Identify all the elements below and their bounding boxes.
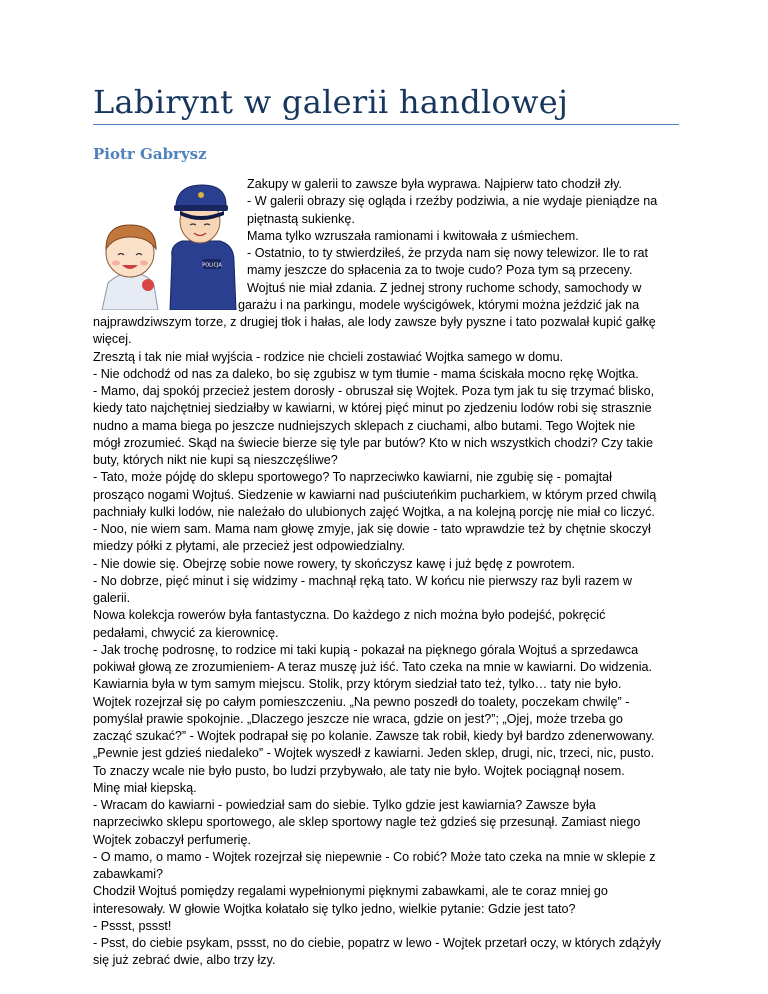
story-line: - Nie odchodź od nas za daleko, bo się zgubisz w tym tłumie - mama ściskała mocno rękę Wojtka. (93, 366, 639, 381)
story-line: mamy jeszcze do spłacenia za to twoje cudo? Poza tym są przeceny. (247, 263, 633, 278)
story-line: - Wracam do kawiarni - powiedział sam do siebie. Tylko gdzie jest kawiarnia? Zawsze była (93, 798, 596, 812)
story-line: - Nie dowie się. Obejrzę sobie nowe rowery, ty skończysz kawę i już będę z powrotem. (93, 556, 576, 571)
story-line: - Psst, do ciebie psykam, pssst, no do ciebie, popatrz w lewo - Wojtek przetarł oczy, w których zdążyły (93, 936, 661, 950)
story-line: Wojtek rozejrzał się po całym pomieszczeniu. „Na pewno poszedł do toalety, poczekam chwilę” - (93, 694, 630, 709)
story-line: buty, których nikt nie kupi są nieszczęśliwe? (93, 453, 338, 467)
document-title: Labirynt w galerii handlowej (93, 83, 569, 121)
story-line: interesowały. W głowie Wojtka kołatało się tylko jedno, wielkie pytanie: Gdzie jest tato? (93, 901, 576, 916)
story-line: Zresztą i tak nie miał wyjścia - rodzice nie chcieli zostawiać Wojtka samego w domu. (93, 349, 564, 364)
story-line: - O mamo, o mamo - Wojtek rozejrzał się niepewnie - Co robić? Może tato czeka na mnie w sklepie z (93, 849, 656, 864)
story-line: „Pewnie jest gdzieś niedaleko” - Wojtek wyszedł z kawiarni. Jeden sklep, drugi, nic, trzeci, nic, pusto. (93, 746, 655, 761)
author-name: Piotr Gabrysz (93, 145, 207, 163)
story-line: galerii. (93, 591, 131, 605)
story-line: Kawiarnia była w tym samym miejscu. Stolik, przy którym siedział tato też, tylko… taty nie było. (93, 677, 622, 692)
story-line: więcej. (93, 332, 132, 347)
story-line: pachniały kulki lodów, nie należało do ulubionych zajęć Wojtka, a na kolejną porcję nie miał co liczyć. (93, 504, 655, 519)
story-line: piętnastą sukienkę. (247, 211, 355, 226)
story-line: Minę miał kiepską. (93, 780, 197, 795)
story-line: - Pssst, pssst! (93, 918, 172, 933)
story-text (93, 176, 679, 970)
story-line: - Ostatnio, to ty stwierdziłeś, że przyda nam się nowy telewizor. Ile to rat (247, 246, 649, 260)
story-line: pokiwał głową ze zrozumieniem- A teraz muszę już iść. Tato czeka na mnie w kawiarni. Do widzenia. (93, 660, 653, 674)
badge-text: POLICJA (202, 262, 222, 269)
story-line: zabawkami? (93, 867, 163, 881)
story-line: garażu i na parkingu, modele wyścigówek, którymi można jeździć jak na (238, 297, 640, 312)
story-line: pedałami, chwycić za kierownicę. (93, 625, 279, 640)
story-line: najprawdziwszym torze, z drugiej tłok i hałas, ale lody zawsze były pyszne i tato pozwalał kupić gałkę (93, 315, 656, 329)
story-line: - Jak trochę podrosnę, to rodzice mi taki kupią - pokazał na pięknego górala Wojtuś a sprzedawca (93, 642, 639, 657)
story-line: - Mamo, daj spokój przecież jestem dorosły - obruszał się Wojtek. Poza tym jak tu się trzymać blisko, (93, 384, 655, 398)
story-line: mógł zrozumieć. Skąd na świecie bierze się tyle par butów? Kto w nich wszystkich chodzi? Czy takie (93, 435, 653, 450)
story-line: - No dobrze, pięć minut i się widzimy - machnął ręką tato. W końcu nie pierwszy raz byli razem w (93, 573, 632, 588)
story-line: Chodził Wojtuś pomiędzy regalami wypełnionymi pięknymi zabawkami, ale te coraz mniej go (93, 884, 608, 899)
story-line: - Tato, może pójdę do sklepu sportowego? To naprzeciwko kawiarni, nie zgubię się - pomajtał (93, 470, 612, 485)
story-line: - Noo, nie wiem sam. Mama nam głowę zmyje, jak się dowie - tato wprawdzie też by chętnie skoczył (93, 522, 651, 536)
story-line: Wojtek zobaczył perfumerię. (93, 832, 251, 847)
story-line: Nowa kolekcja rowerów była fantastyczna. Do każdego z nich można było podejść, pokręcić (93, 608, 606, 623)
story-line: naprzeciwko sklepu sportowego, ale sklep sportowy nagle też gdzieś się przesunął. Zamiast niego (93, 815, 641, 830)
story-line: się już zebrać dwie, albo trzy łzy. (93, 953, 276, 968)
story-line: prosząco nogami Wojtuś. Siedzenie w kawiarni nad puściuteńkim pucharkiem, w którym przed chwilą (93, 487, 657, 502)
story-line: Mama tylko wzruszała ramionami i kwitowała z uśmiechem. (247, 228, 579, 243)
story-line: To znaczy wcale nie było pusto, bo ludzi przybywało, ale taty nie było. Wojtek pociągnął nosem. (93, 763, 625, 778)
story-line: miedzy półki z płytami, ale przecież jest odpowiedzialny. (93, 539, 405, 554)
story-line: - W galerii obrazy się ogląda i rzeźby podziwia, a nie wydaje pieniądze na (247, 194, 658, 209)
story-line: kiedy tato najchętniej siedziałby w kawiarni, w której pięć minut po zjedzeniu lodów robi się strasznie (93, 401, 652, 416)
story-line: zacząć szukać?” - Wojtek podrapał się po kolanie. Zawsze tak robił, kiedy był bardzo zdenerwowany. (93, 729, 655, 743)
title-underline (93, 124, 679, 125)
story-line: Wojtuś nie miał zdania. Z jednej strony ruchome schody, samochody w (247, 280, 642, 295)
story-line: pomyślał prawie spokojnie. „Dlaczego jeszcze nie wraca, gdzie on jest?”; „Ojej, może trzeba go (93, 711, 623, 726)
story-line: nudno a mama biega po jeszcze nudniejszych sklepach z ciuchami, albo butami. Tego Wojtek nie (93, 418, 636, 433)
story-line: Zakupy w galerii to zawsze była wyprawa. Najpierw tato chodził zły. (247, 177, 622, 191)
